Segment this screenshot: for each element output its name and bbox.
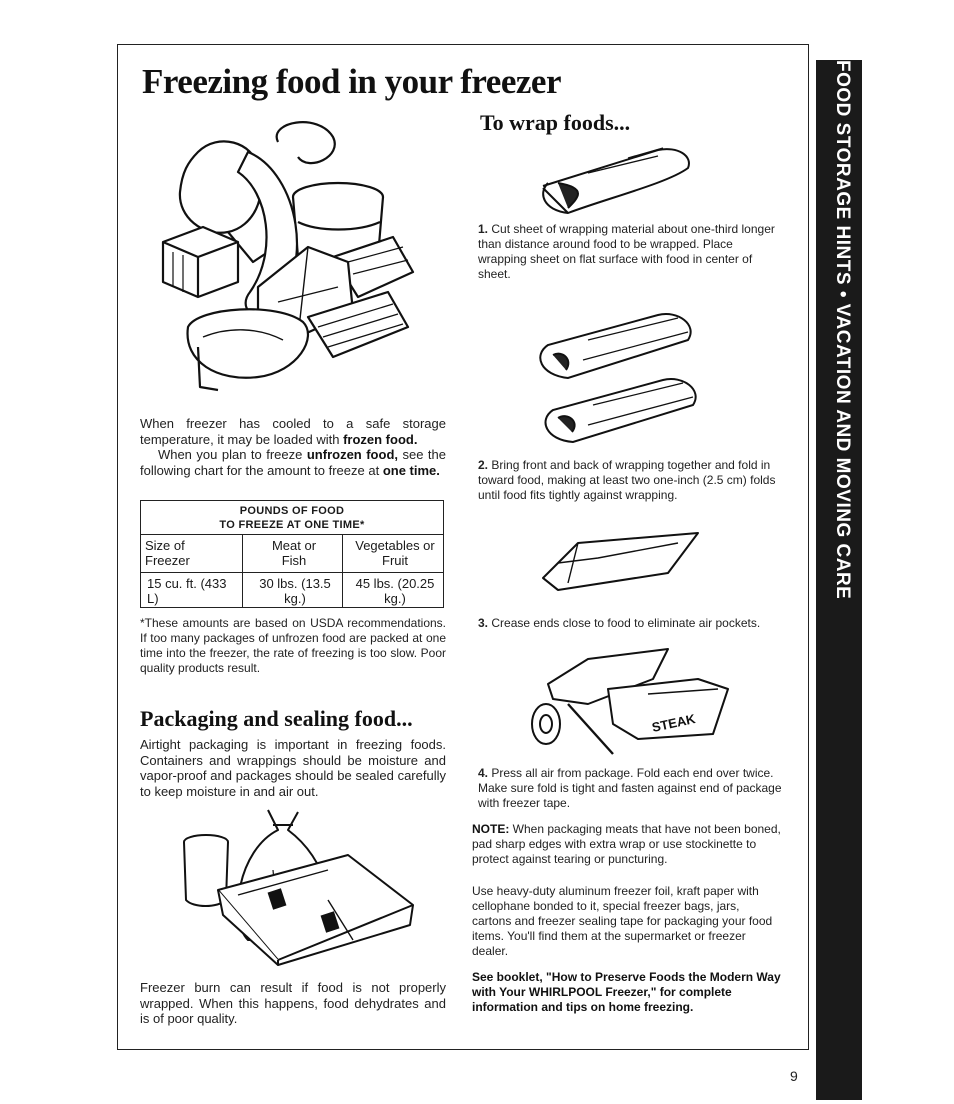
step1-text [478, 222, 784, 282]
table-header-size: Size of Freezer [145, 538, 190, 568]
intro-paragraph [140, 416, 446, 478]
step3-text [478, 616, 784, 631]
table-divider [342, 534, 343, 608]
step2-body: Bring front and back of wrapping together and fold in toward food, making at least two one-inch (2.5 cm) folds until food fits tightly against wrapping. [478, 458, 776, 502]
step3-number: 3. [478, 616, 489, 630]
wrap-step3-illustration [538, 528, 708, 598]
packaging-heading: Packaging and sealing food... [140, 706, 413, 731]
freezer-burn-paragraph: Freezer burn can result if food is not properly wrapped. When this happens, food dehydrates and is of poor quality. [140, 980, 446, 1026]
wrap-heading: To wrap foods... [480, 110, 631, 135]
side-tab-label: FOOD STORAGE HINTS • VACATION AND MOVING CARE [832, 60, 853, 600]
one-time-emphasis: one time. [382, 462, 440, 478]
step1-body: Cut sheet of wrapping material about one-third longer than distance around food to be wrapped. Place wrapping sheet on flat surface with food in center of sheet. [478, 222, 775, 281]
packaging-paragraph: Airtight packaging is important in freezing foods. Containers and wrappings should be moisture and vapor-proof and packages should be sealed carefully to keep moisture in and air out. [140, 737, 446, 799]
table-header-vegetables: Vegetables or Fruit [355, 538, 435, 568]
page-title: Freezing food in your freezer [142, 62, 561, 101]
frozen-foods-illustration [158, 112, 418, 392]
step4-text [478, 766, 784, 811]
unfrozen-food-emphasis: unfrozen food, [306, 447, 398, 462]
step4-body: Press all air from package. Fold each end over twice. Make sure fold is tight and fasten against end of package with freezer tape. [478, 766, 782, 810]
table-footnote: *These amounts are based on USDA recommendations. If too many packages of unfrozen food are packed at one time into the freezer, the rate of freezing is too slow. Poor quality products result. [140, 616, 446, 675]
intro-text-3: see the following chart for the amount to freeze at [140, 447, 447, 478]
freeze-amount-table [140, 500, 444, 608]
table-header-meat: Meat or Fish [271, 538, 317, 568]
wrap-step2-illustration [528, 300, 708, 450]
table-divider [242, 534, 243, 608]
page-number: 9 [790, 1068, 798, 1084]
wrap-step4-illustration [528, 644, 738, 759]
step2-number: 2. [478, 458, 489, 472]
frozen-food-emphasis: frozen food. [343, 431, 418, 447]
table-cell-size: 15 cu. ft. (433 L) [147, 576, 227, 606]
step3-body: Crease ends close to food to eliminate air pockets. [491, 616, 761, 630]
note-body: When packaging meats that have not been boned, pad sharp edges with extra wrap or use stockinette to protect against tearing or puncturing. [472, 822, 781, 866]
step1-number: 1. [478, 222, 489, 236]
intro-text-2: When you plan to freeze [157, 447, 307, 462]
table-title-line2: TO FREEZE AT ONE TIME* [219, 519, 365, 531]
table-title-line1: POUNDS OF FOOD [239, 505, 345, 517]
intro-text: When freezer has cooled to a safe storage temperature, it may be loaded with [140, 416, 446, 447]
packaging-illustration [178, 800, 418, 970]
table-divider [141, 534, 443, 535]
supplies-paragraph: Use heavy-duty aluminum freezer foil, kraft paper with cellophane bonded to it, special freezer bags, jars, cartons and freezer sealing tape for packaging your food items. You'll find them at the supermarket or freezer dealer. [472, 884, 773, 958]
wrap-step1-illustration [528, 138, 698, 220]
step4-number: 4. [478, 766, 489, 780]
step2-text [478, 458, 784, 503]
booklet-paragraph: See booklet, "How to Preserve Foods the Modern Way with Your WHIRLPOOL Freezer," for complete information and tips on home freezing. [472, 970, 781, 1014]
note-paragraph [472, 822, 782, 867]
table-cell-vegetables: 45 lbs. (20.25 kg.) [355, 576, 435, 606]
table-cell-meat: 30 lbs. (13.5 kg.) [259, 576, 331, 606]
table-divider [141, 572, 443, 573]
steak-tape-label: STEAK [650, 711, 697, 735]
note-label: NOTE: [472, 822, 510, 836]
